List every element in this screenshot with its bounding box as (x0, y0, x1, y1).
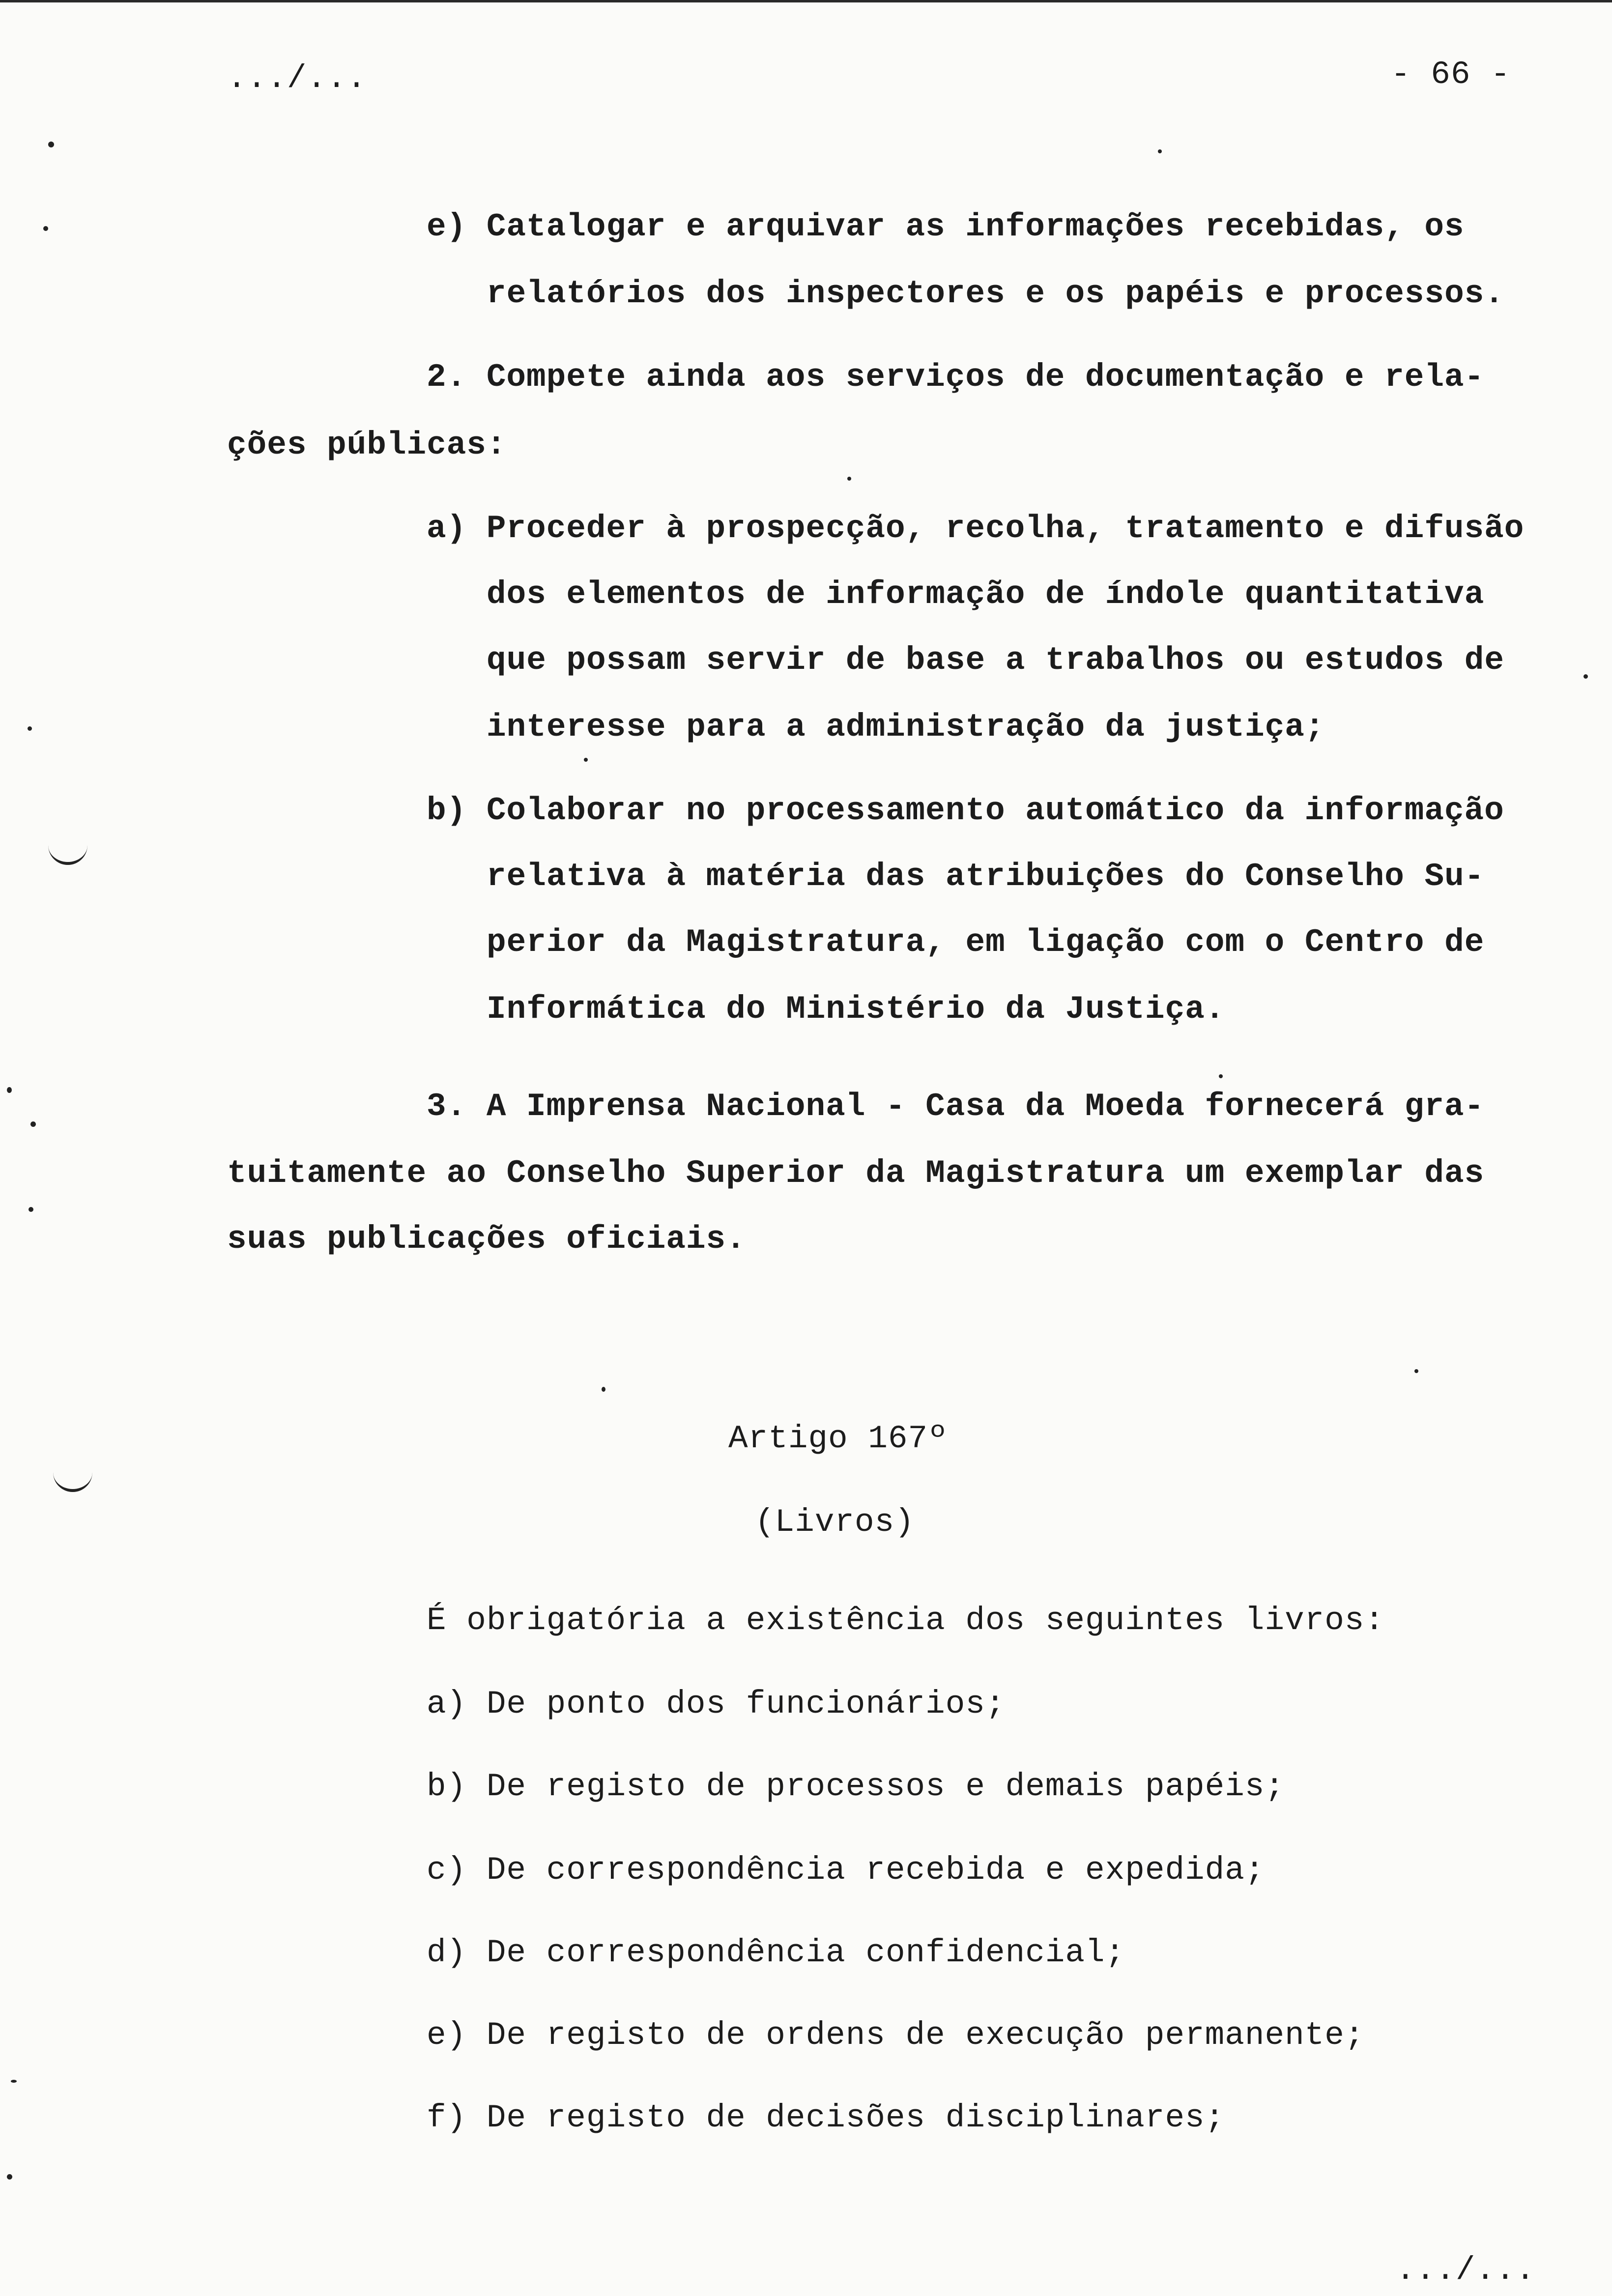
scan-speck (7, 2174, 12, 2180)
item-a-line-3: que possam servir de base a trabalhos ou estudos de (487, 642, 1504, 679)
item-a-line-1: a) Proceder à prospecção, recolha, tratamento e difusão (427, 510, 1525, 547)
scan-speck (11, 2080, 17, 2083)
para-3-line-2: tuitamente ao Conselho Superior da Magistratura um exemplar das (227, 1155, 1485, 1192)
scan-speck (48, 142, 54, 147)
para-2-line-1: 2. Compete ainda aos serviços de documentação e rela- (427, 359, 1485, 396)
section-e-line-2: relatórios dos inspectores e os papéis e processos. (487, 275, 1504, 312)
article-title: Artigo 167º (728, 1420, 948, 1457)
scan-speck (30, 1121, 36, 1127)
article-item-f: f) De registo de decisões disciplinares; (427, 2099, 1225, 2136)
scan-speck (28, 726, 32, 731)
para-3-line-1: 3. A Imprensa Nacional - Casa da Moeda fornecerá gra- (427, 1088, 1485, 1125)
article-item-c: c) De correspondência recebida e expedida; (427, 1852, 1265, 1889)
article-intro: É obrigatória a existência dos seguintes livros: (427, 1602, 1385, 1639)
scan-speck (847, 477, 851, 481)
scan-speck (1219, 1074, 1223, 1078)
continuation-bottom: .../... (1396, 2252, 1536, 2289)
item-b-line-3: perior da Magistratura, em ligação com o Centro de (487, 924, 1485, 961)
article-item-a: a) De ponto dos funcionários; (427, 1686, 1006, 1722)
article-subtitle: (Livros) (755, 1504, 915, 1541)
section-e-line-1: e) Catalogar e arquivar as informações recebidas, os (427, 208, 1465, 245)
page-number: - 66 - (1391, 56, 1511, 93)
item-b-line-4: Informática do Ministério da Justiça. (487, 991, 1225, 1028)
item-a-line-4: interesse para a administração da justiça; (487, 709, 1325, 746)
scan-speck (7, 1087, 12, 1093)
page-top-edge (0, 0, 1612, 2)
para-2-line-2: ções públicas: (227, 427, 507, 463)
scan-speck (43, 226, 48, 231)
continuation-top: .../... (227, 60, 367, 97)
scan-speck (1583, 674, 1588, 679)
item-b-line-2: relativa à matéria das atribuições do Conselho Su- (487, 858, 1485, 895)
item-a-line-2: dos elementos de informação de índole quantitativa (487, 576, 1485, 613)
scan-mark (48, 842, 87, 865)
scan-speck (602, 1387, 605, 1392)
scan-speck (29, 1207, 33, 1212)
scan-mark (53, 1469, 92, 1492)
article-item-b: b) De registo de processos e demais papéis; (427, 1768, 1285, 1805)
scan-speck (584, 758, 588, 762)
article-item-d: d) De correspondência confidencial; (427, 1934, 1125, 1971)
article-item-e: e) De registo de ordens de execução permanente; (427, 2017, 1365, 2054)
para-3-line-3: suas publicações oficiais. (227, 1221, 746, 1258)
scan-speck (1414, 1369, 1418, 1373)
item-b-line-1: b) Colaborar no processamento automático da informação (427, 792, 1504, 829)
scan-speck (1158, 149, 1162, 153)
